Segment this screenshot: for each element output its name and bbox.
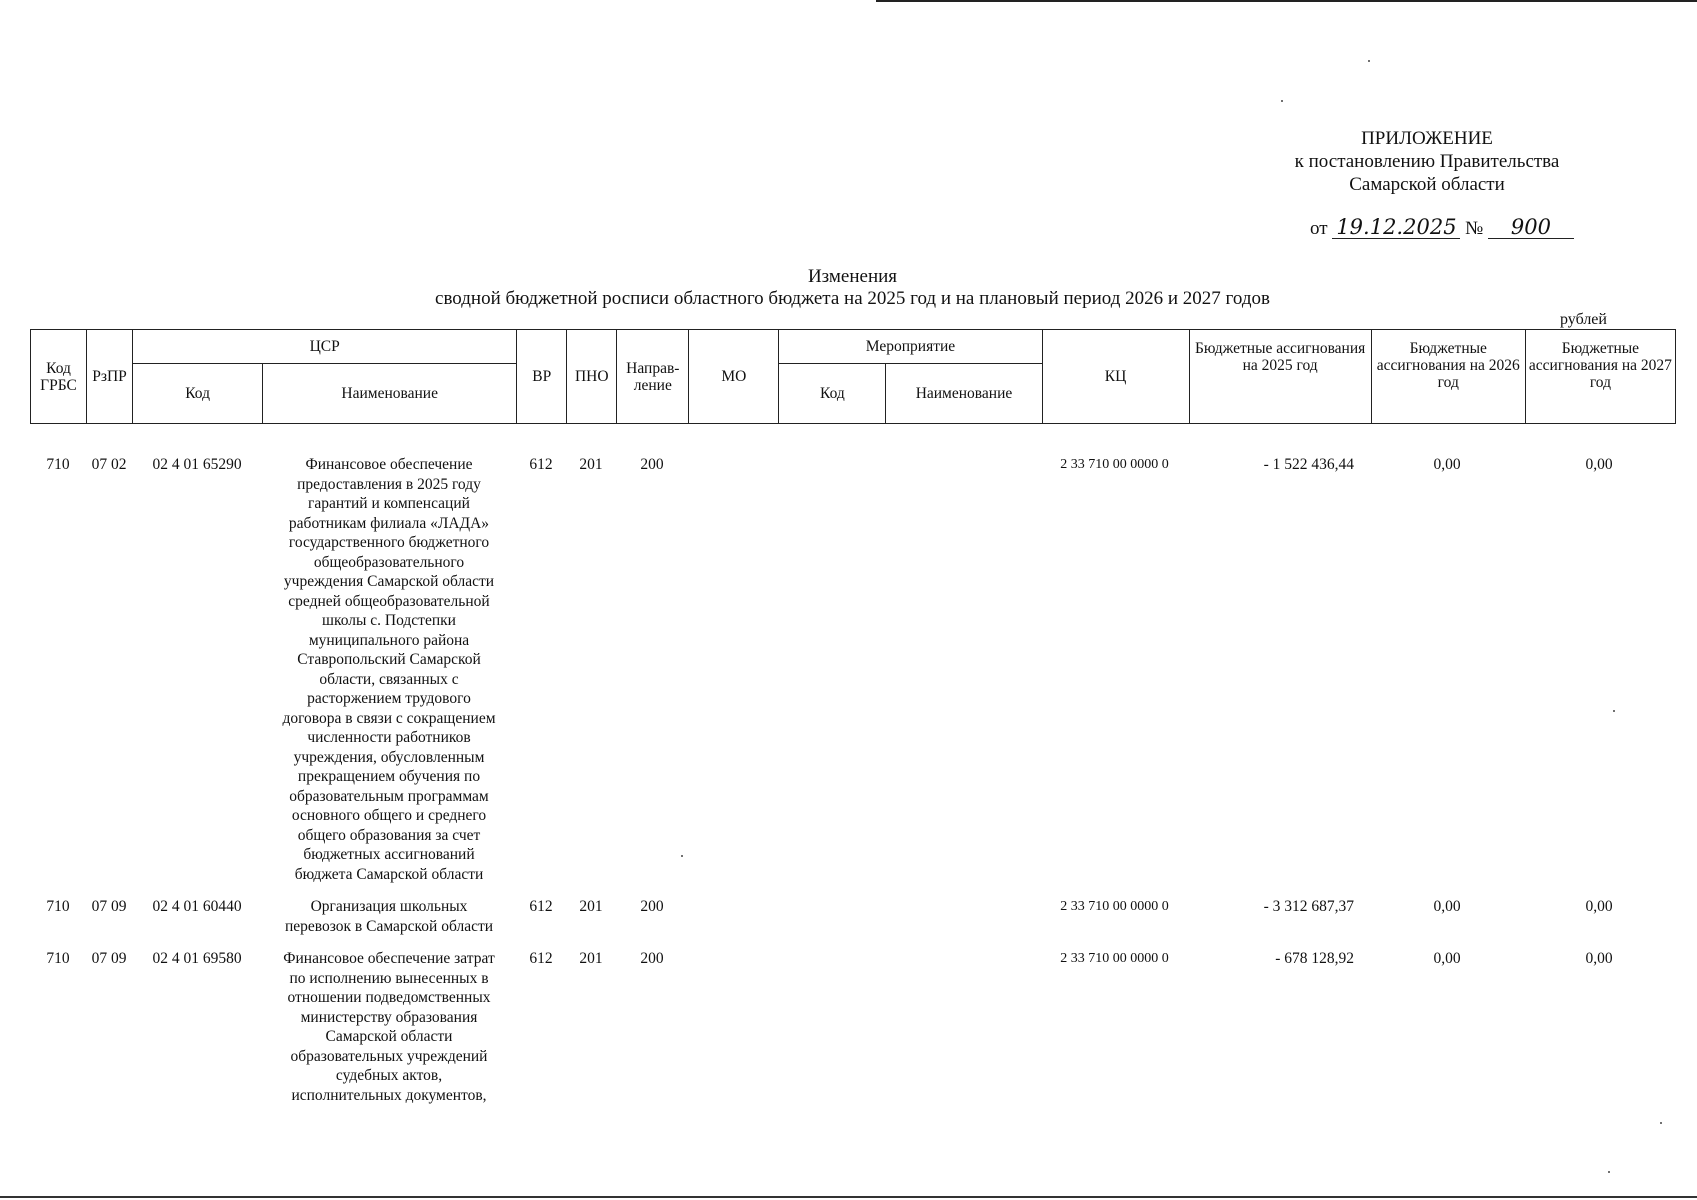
cell-mer-kod (778, 897, 885, 936)
cell-csr-name (262, 455, 516, 884)
name-line: исполнительных документов, (291, 1086, 487, 1104)
appendix-line-2: к постановлению Правительства (1294, 151, 1560, 172)
appendix-title: ПРИЛОЖЕНИЕ (1361, 128, 1493, 149)
cell-grbs: 710 (46, 456, 70, 473)
document-title-line-2: сводной бюджетной росписи областного бюджета на 2025 год и на плановый период 2026 и 2027 годов (435, 288, 1270, 309)
cell-grbs: 710 (46, 950, 70, 967)
name-line: муниципального района (308, 631, 470, 649)
name-line: Финансовое обеспечение затрат (283, 950, 495, 967)
scan-border-top (876, 0, 1697, 2)
cell-mer-kod (778, 455, 885, 884)
table-row (30, 455, 1676, 884)
order-from-label: от (1310, 218, 1328, 239)
name-line: предоставления в 2025 году (297, 475, 481, 493)
header-csr-name: Наименование (263, 364, 517, 424)
cell-csr-name (262, 897, 516, 936)
cell-ba-2027: 0,00 (1585, 950, 1613, 967)
name-line: образовательным программам (289, 787, 489, 805)
scan-border-bottom (0, 1196, 1697, 1198)
name-line: прекращением обучения по (297, 768, 481, 785)
header-csr-kod: Код (133, 364, 263, 424)
cell-vr: 612 (529, 898, 553, 915)
name-line: отношении подведомственных (287, 989, 491, 1006)
cell-mo (688, 949, 778, 1105)
table-header (30, 329, 1676, 424)
cell-mo (688, 897, 778, 936)
table-row (30, 897, 1676, 936)
cell-ba-2025: - 3 312 687,37 (1263, 898, 1354, 915)
cell-csr-kod: 02 4 01 69580 (152, 950, 242, 967)
cell-ba-2027: 0,00 (1585, 456, 1613, 473)
name-line: основного общего и среднего (291, 807, 487, 824)
header-kod-grbs: Код ГРБС (31, 330, 87, 424)
name-line: государственного бюджетного (288, 534, 490, 551)
cell-mo (688, 455, 778, 884)
name-line: договора в связи с сокращением (282, 709, 496, 727)
order-number: 900 (1488, 216, 1574, 239)
header-mo: МО (689, 330, 779, 424)
cell-ba-2026: 0,00 (1433, 950, 1461, 967)
cell-pno: 201 (579, 950, 603, 967)
name-line: школы с. Подстепки (322, 612, 456, 629)
document-title-line-1: Изменения (807, 266, 898, 287)
header-ba-2027: Бюджетные ассигнования на 2027 год (1525, 330, 1675, 424)
cell-mer-kod (778, 949, 885, 1105)
cell-csr-kod: 02 4 01 65290 (152, 456, 242, 473)
name-line: области, связанных с (319, 670, 459, 688)
appendix-line-3: Самарской области (1349, 174, 1505, 195)
cell-ba-2025: - 678 128,92 (1275, 950, 1354, 967)
name-line: перевозок в Самарской области (284, 917, 494, 935)
header-pno: ПНО (567, 330, 617, 424)
table-body (30, 455, 1676, 1118)
cell-napr: 200 (640, 456, 664, 473)
cell-vr: 612 (529, 950, 553, 967)
header-kc: КЦ (1042, 330, 1189, 424)
name-line: численности работников (307, 729, 471, 746)
name-line: учреждения, обусловленным (293, 748, 485, 766)
header-csr: ЦСР (133, 330, 517, 364)
name-line: бюджета Самарской области (294, 865, 484, 883)
cell-rzpr: 07 02 (91, 456, 127, 473)
cell-ba-2027: 0,00 (1585, 898, 1613, 915)
cell-kc: 2 33 710 00 0000 0 (1060, 951, 1169, 966)
name-line: гарантий и компенсаций (308, 495, 470, 512)
name-line: работникам филиала «ЛАДА» (288, 514, 490, 532)
cell-ba-2026: 0,00 (1433, 456, 1461, 473)
cell-vr: 612 (529, 456, 553, 473)
header-mer-kod: Код (779, 364, 886, 424)
order-line (1310, 216, 1574, 240)
name-line: Самарской области (325, 1028, 453, 1045)
cell-napr: 200 (640, 898, 664, 915)
cell-ba-2025: - 1 522 436,44 (1263, 456, 1354, 473)
name-line: по исполнению вынесенных в (289, 969, 489, 987)
name-line: образовательных учреждений (290, 1047, 488, 1065)
header-mer-name: Наименование (886, 364, 1042, 424)
appendix-block (1267, 127, 1587, 196)
name-line: Ставропольский Самарской (297, 651, 481, 668)
name-line: расторжением трудового (307, 690, 471, 707)
cell-csr-name (262, 949, 516, 1105)
cell-rzpr: 07 09 (91, 898, 127, 915)
cell-kc: 2 33 710 00 0000 0 (1060, 457, 1169, 472)
name-line: учреждения Самарской области (283, 573, 495, 590)
name-line: судебных актов, (335, 1067, 443, 1084)
cell-mer-name (885, 949, 1041, 1105)
cell-kc: 2 33 710 00 0000 0 (1060, 899, 1169, 914)
name-line: министерству образования (300, 1008, 478, 1026)
cell-grbs: 710 (46, 898, 70, 915)
name-line: бюджетных ассигнований (303, 846, 475, 863)
cell-csr-kod: 02 4 01 60440 (152, 898, 242, 915)
cell-napr: 200 (640, 950, 664, 967)
order-date: 19.12.2025 (1332, 216, 1460, 239)
cell-ba-2026: 0,00 (1433, 898, 1461, 915)
header-ba-2025: Бюджетные ассигнования на 2025 год (1189, 330, 1371, 424)
header-napravlenie: Направ-ление (617, 330, 689, 424)
header-ba-2026: Бюджетные ассигнования на 2026 год (1371, 330, 1525, 424)
header-rzpr: РзПР (87, 330, 133, 424)
cell-mer-name (885, 897, 1041, 936)
cell-pno: 201 (579, 456, 603, 473)
header-vr: ВР (517, 330, 567, 424)
name-line: Организация школьных (310, 898, 468, 915)
cell-mer-name (885, 455, 1041, 884)
units-label: рублей (1560, 311, 1607, 328)
name-line: Финансовое обеспечение (305, 456, 473, 473)
cell-rzpr: 07 09 (91, 950, 127, 967)
name-line: общеобразовательного (313, 553, 465, 571)
order-number-label: № (1465, 218, 1484, 239)
table-row (30, 949, 1676, 1105)
header-meropriyatie: Мероприятие (779, 330, 1042, 364)
cell-pno: 201 (579, 898, 603, 915)
name-line: средней общеобразовательной (288, 592, 490, 610)
name-line: общего образования за счет (297, 826, 481, 844)
